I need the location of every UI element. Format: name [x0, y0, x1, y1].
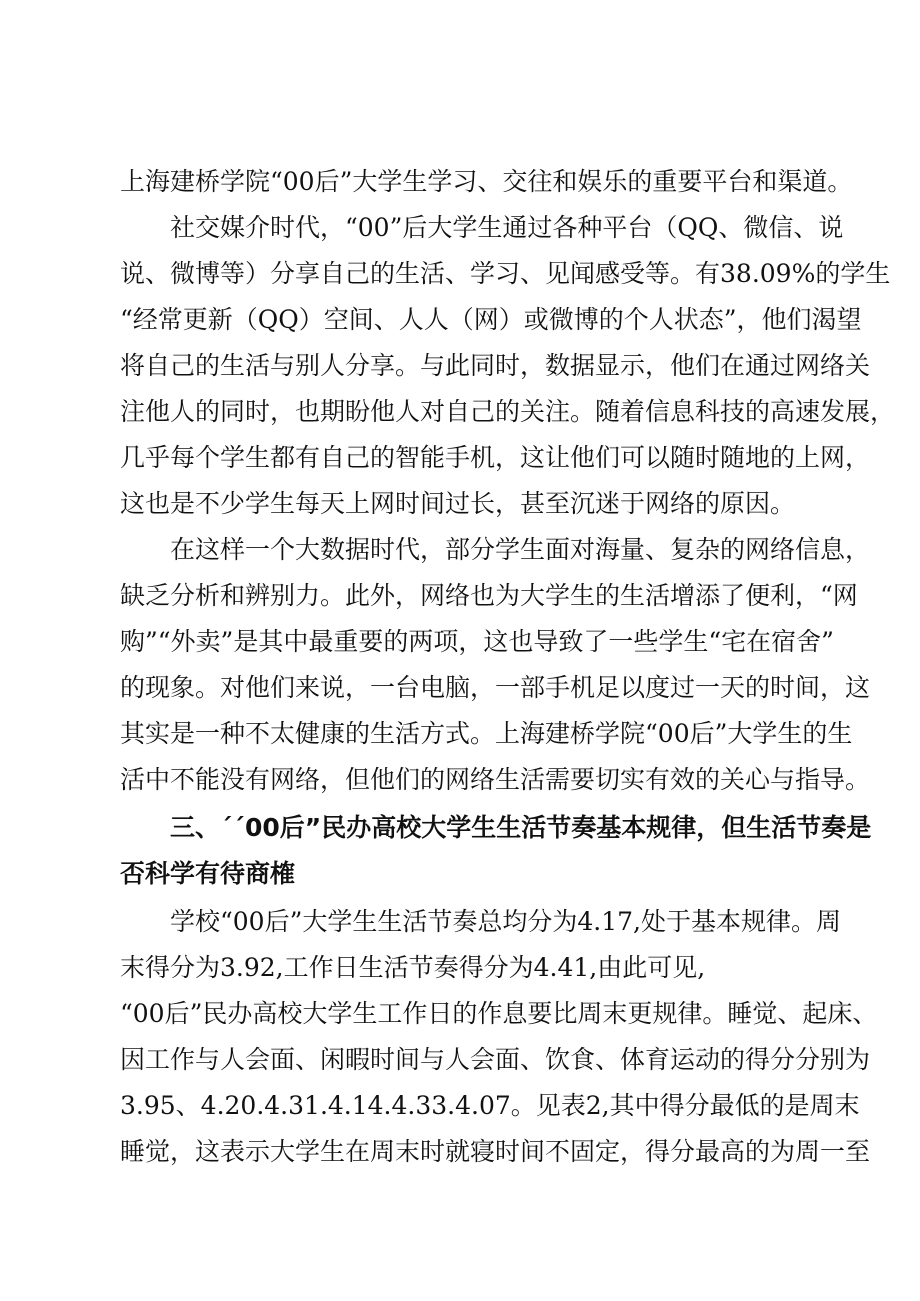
body-line-9: 在这样一个大数据时代，部分学生面对海量、复杂的网络信息，	[170, 535, 871, 564]
body-line-14: 活中不能没有网络，但他们的网络生活需要切实有效的关心与指导。	[120, 765, 871, 794]
body-line-19: 3.95、4.20.4.31.4.14.4.33.4.07。见表2,其中得分最低的是周末	[120, 1091, 860, 1120]
body-line-2: 社交媒介时代，“00”后大学生通过各种平台（QQ、微信、说	[170, 213, 844, 242]
body-line-18: 因工作与人会面、闲暇时间与人会面、饮食、体育运动的得分分别为	[120, 1045, 871, 1074]
body-line-10: 缺乏分析和辨别力。此外，网络也为大学生的生活增添了便利，“网	[120, 581, 858, 610]
body-line-20: 睡觉，这表示大学生在周末时就寝时间不固定，得分最高的为周一至	[120, 1137, 871, 1166]
body-line-5: 将自己的生活与别人分享。与此同时，数据显示，他们在通过网络关	[120, 351, 871, 380]
body-line-3: 说、微博等）分享自己的生活、学习、见闻感受等。有38.09%的学生	[120, 259, 891, 288]
body-line-1: 上海建桥学院“00后”大学生学习、交往和娱乐的重要平台和渠道。	[120, 167, 853, 196]
body-line-8: 这也是不少学生每天上网时间过长，甚至沉迷于网络的原因。	[120, 489, 796, 518]
section-heading-line-1: 三、ˊˊ00后”民办高校大学生生活节奏基本规律，但生活节奏是	[170, 813, 872, 842]
body-line-12: 的现象。对他们来说，一台电脑，一部手机足以度过一天的时间，这	[120, 673, 871, 702]
section-heading-line-2: 否科学有待商榷	[120, 859, 296, 888]
body-line-15: 学校“00后”大学生生活节奏总均分为4.17,处于基本规律。周	[170, 907, 841, 936]
body-line-13: 其实是一种不太健康的生活方式。上海建桥学院“00后”大学生的生	[120, 719, 853, 748]
body-line-6: 注他人的同时，也期盼他人对自己的关注。随着信息科技的高速发展，	[120, 397, 896, 426]
body-line-16: 末得分为3.92,工作日生活节奏得分为4.41,由此可见,	[120, 953, 706, 982]
body-line-17: “00后”民办高校大学生工作日的作息要比周末更规律。睡觉、起床、	[120, 999, 878, 1028]
body-line-11: 购”“外卖”是其中最重要的两项，这也导致了一些学生“宅在宿舍”	[120, 627, 834, 656]
body-line-4: “经常更新（QQ）空间、人人（网）或微博的个人状态”，他们渴望	[120, 305, 862, 334]
body-line-7: 几乎每个学生都有自己的智能手机，这让他们可以随时随地的上网，	[120, 443, 871, 472]
